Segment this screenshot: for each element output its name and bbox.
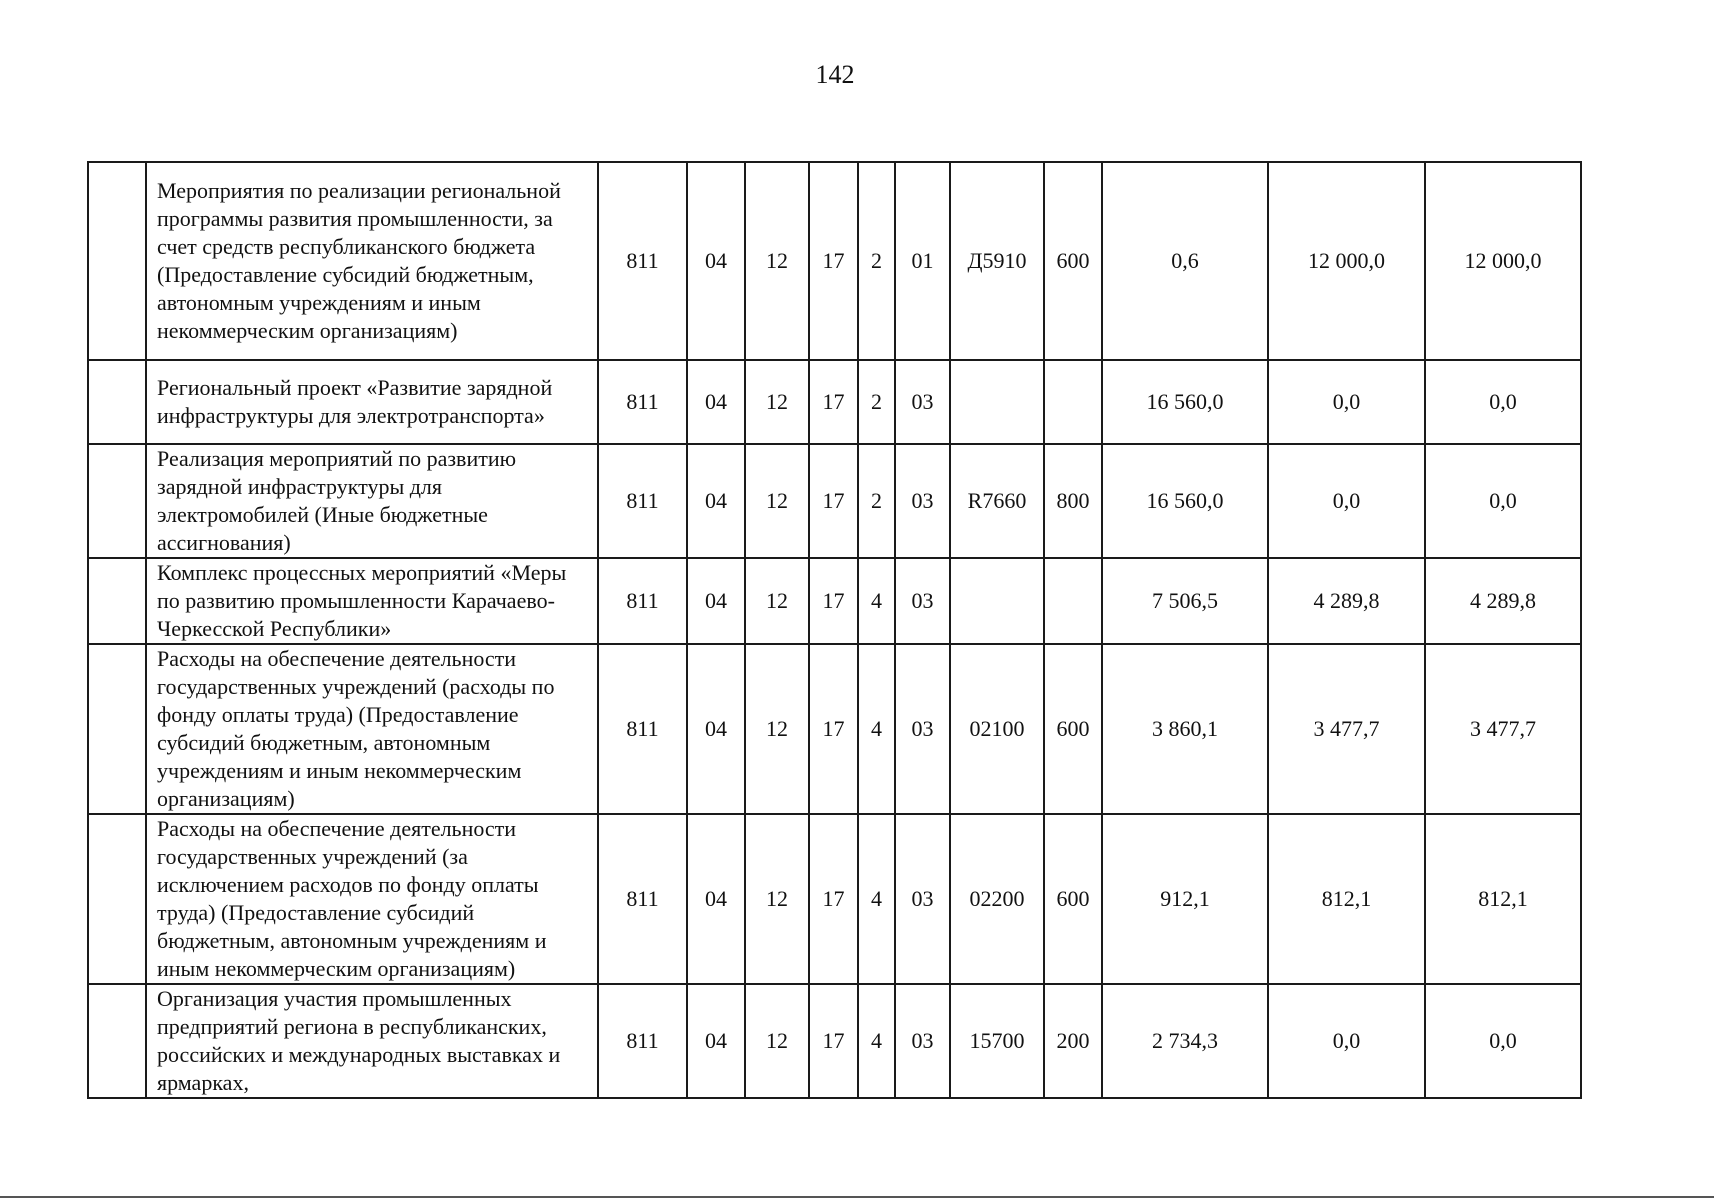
table-row: [88, 558, 1581, 644]
expense-type-cell: 200: [1044, 984, 1102, 1098]
program-code-cell: 17: [809, 360, 858, 444]
direction-code-cell: 02100: [950, 644, 1044, 814]
ministry-code-cell: 811: [598, 814, 687, 984]
program-code-cell: 17: [809, 644, 858, 814]
budget-table: [87, 161, 1582, 1099]
amount-2-cell: 0,0: [1268, 444, 1425, 558]
direction-code-cell: R7660: [950, 444, 1044, 558]
subsection-code-cell: 12: [745, 984, 809, 1098]
row-number-cell: [88, 444, 146, 558]
program-code-cell: 17: [809, 984, 858, 1098]
amount-3-cell: 4 289,8: [1425, 558, 1581, 644]
row-number-cell: [88, 984, 146, 1098]
expense-type-cell: 600: [1044, 814, 1102, 984]
amount-3-cell: 12 000,0: [1425, 162, 1581, 360]
expense-type-cell: 800: [1044, 444, 1102, 558]
ministry-code-cell: 811: [598, 558, 687, 644]
program-code-cell: 17: [809, 814, 858, 984]
program-code-cell: 17: [809, 162, 858, 360]
amount-3-cell: 3 477,7: [1425, 644, 1581, 814]
subprogram-code-cell: 2: [858, 444, 895, 558]
section-code-cell: 04: [687, 558, 745, 644]
expense-type-cell: [1044, 360, 1102, 444]
ministry-code-cell: 811: [598, 444, 687, 558]
subprogram-code-cell: 2: [858, 162, 895, 360]
event-code-cell: 01: [895, 162, 950, 360]
amount-2-cell: 0,0: [1268, 984, 1425, 1098]
ministry-code-cell: 811: [598, 162, 687, 360]
subsection-code-cell: 12: [745, 814, 809, 984]
subsection-code-cell: 12: [745, 360, 809, 444]
direction-code-cell: Д5910: [950, 162, 1044, 360]
page-bottom-rule: [0, 1196, 1714, 1198]
direction-code-cell: [950, 558, 1044, 644]
subsection-code-cell: 12: [745, 162, 809, 360]
amount-3-cell: 812,1: [1425, 814, 1581, 984]
description-cell: Расходы на обеспечение деятельности государственных учреждений (за исключением расходов по фонду оплаты труда) (Предоставление субсидий бюджетным, автономным учреждениям и иным некоммерческим организациям): [146, 814, 598, 984]
direction-code-cell: [950, 360, 1044, 444]
direction-code-cell: 02200: [950, 814, 1044, 984]
ministry-code-cell: 811: [598, 984, 687, 1098]
expense-type-cell: [1044, 558, 1102, 644]
ministry-code-cell: 811: [598, 644, 687, 814]
section-code-cell: 04: [687, 644, 745, 814]
subsection-code-cell: 12: [745, 644, 809, 814]
amount-3-cell: 0,0: [1425, 360, 1581, 444]
amount-2-cell: 0,0: [1268, 360, 1425, 444]
event-code-cell: 03: [895, 444, 950, 558]
ministry-code-cell: 811: [598, 360, 687, 444]
amount-3-cell: 0,0: [1425, 444, 1581, 558]
amount-1-cell: 16 560,0: [1102, 360, 1268, 444]
event-code-cell: 03: [895, 644, 950, 814]
table-row: [88, 984, 1581, 1098]
row-number-cell: [88, 644, 146, 814]
section-code-cell: 04: [687, 984, 745, 1098]
table-row: [88, 444, 1581, 558]
row-number-cell: [88, 162, 146, 360]
amount-1-cell: 16 560,0: [1102, 444, 1268, 558]
subsection-code-cell: 12: [745, 444, 809, 558]
description-cell: Расходы на обеспечение деятельности государственных учреждений (расходы по фонду оплаты труда) (Предоставление субсидий бюджетным, автономным учреждениям и иным некоммерческим организациям): [146, 644, 598, 814]
row-number-cell: [88, 360, 146, 444]
amount-1-cell: 912,1: [1102, 814, 1268, 984]
table-row: [88, 360, 1581, 444]
subprogram-code-cell: 4: [858, 644, 895, 814]
subprogram-code-cell: 4: [858, 984, 895, 1098]
subprogram-code-cell: 4: [858, 814, 895, 984]
section-code-cell: 04: [687, 360, 745, 444]
amount-3-cell: 0,0: [1425, 984, 1581, 1098]
row-number-cell: [88, 558, 146, 644]
section-code-cell: 04: [687, 814, 745, 984]
section-code-cell: 04: [687, 162, 745, 360]
amount-2-cell: 4 289,8: [1268, 558, 1425, 644]
amount-1-cell: 3 860,1: [1102, 644, 1268, 814]
description-cell: Региональный проект «Развитие зарядной инфраструктуры для электротранспорта»: [146, 360, 598, 444]
amount-2-cell: 3 477,7: [1268, 644, 1425, 814]
expense-type-cell: 600: [1044, 644, 1102, 814]
direction-code-cell: 15700: [950, 984, 1044, 1098]
page-number: 142: [815, 60, 855, 89]
expense-type-cell: 600: [1044, 162, 1102, 360]
description-cell: Мероприятия по реализации региональной программы развития промышленности, за счет средств республиканского бюджета (Предоставление субсидий бюджетным, автономным учреждениям и иным некоммерческим организациям): [146, 162, 598, 360]
event-code-cell: 03: [895, 984, 950, 1098]
amount-1-cell: 2 734,3: [1102, 984, 1268, 1098]
event-code-cell: 03: [895, 558, 950, 644]
description-cell: Комплекс процессных мероприятий «Меры по развитию промышленности Карачаево-Черкесской Республики»: [146, 558, 598, 644]
section-code-cell: 04: [687, 444, 745, 558]
description-cell: Реализация мероприятий по развитию зарядной инфраструктуры для электромобилей (Иные бюджетные ассигнования): [146, 444, 598, 558]
table-row: [88, 162, 1581, 360]
table-row: [88, 644, 1581, 814]
program-code-cell: 17: [809, 558, 858, 644]
amount-2-cell: 812,1: [1268, 814, 1425, 984]
row-number-cell: [88, 814, 146, 984]
table-row: [88, 814, 1581, 984]
amount-2-cell: 12 000,0: [1268, 162, 1425, 360]
event-code-cell: 03: [895, 360, 950, 444]
subprogram-code-cell: 2: [858, 360, 895, 444]
program-code-cell: 17: [809, 444, 858, 558]
description-cell: Организация участия промышленных предприятий региона в республиканских, российских и международных выставках и ярмарках,: [146, 984, 598, 1098]
amount-1-cell: 7 506,5: [1102, 558, 1268, 644]
event-code-cell: 03: [895, 814, 950, 984]
subprogram-code-cell: 4: [858, 558, 895, 644]
amount-1-cell: 0,6: [1102, 162, 1268, 360]
subsection-code-cell: 12: [745, 558, 809, 644]
